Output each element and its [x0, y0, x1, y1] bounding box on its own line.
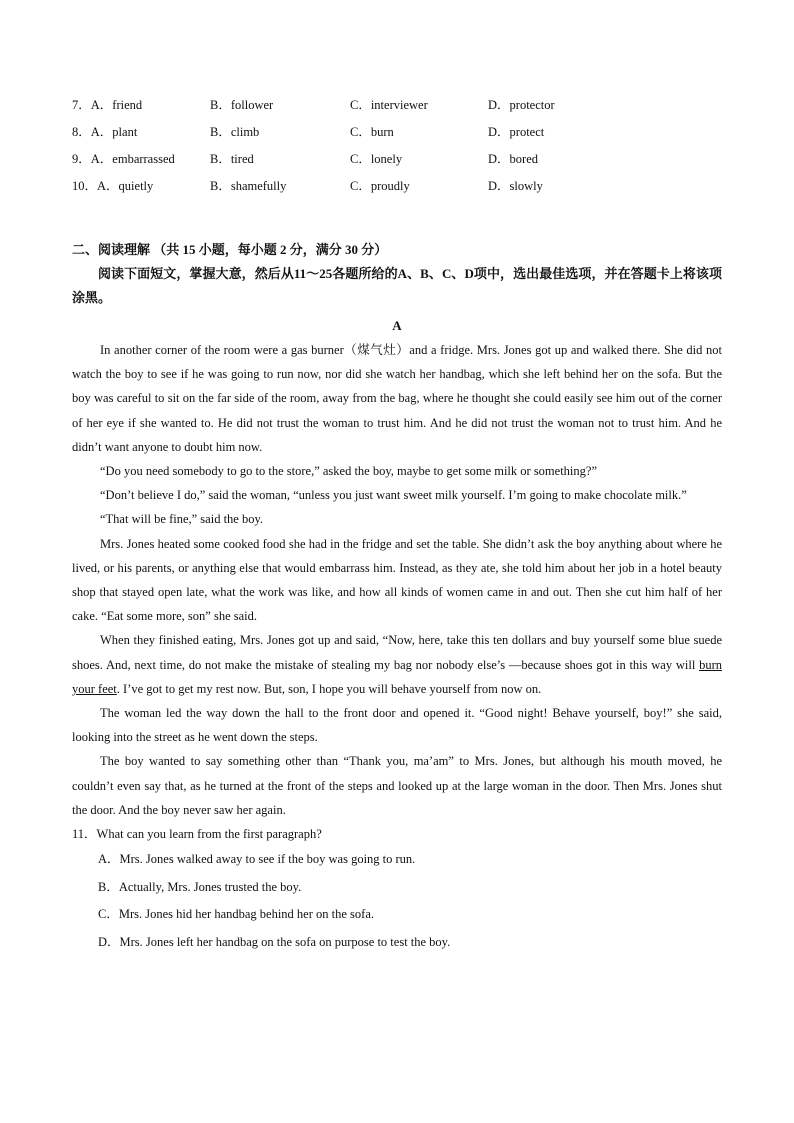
question-11-choice-a: A．Mrs. Jones walked away to see if the boy was going to run.	[98, 852, 416, 867]
paragraph-6-text-after: . I’ve got to get my rest now. But, son, I hope you will behave yourself from now on.	[116, 681, 542, 696]
question-11-stem: 11．What can you learn from the first paragraph?	[72, 827, 322, 842]
option-10-d: D．slowly	[488, 179, 543, 193]
option-7-a: 7．A．friend	[72, 98, 143, 112]
question-11-choice-b: B．Actually, Mrs. Jones trusted the boy.	[98, 879, 302, 894]
underlined-phrase: burn your feet	[72, 657, 722, 696]
passage-paragraph-1: In another corner of the room were a gas burner（煤气灶）and a fridge. Mrs. Jones got up and walked there. She did not watch the boy to see if he was going to run now, nor did she watch her handbag, which she left behind her on the sofa. But the boy was careful to sit on the far side of the room, away from the bag, where he thought she could easily see him out of the corner of her eye if she wanted to. He did not trust the woman to trust him. And he did not trust the woman not to trust him. And he didn’t want anyone to doubt him now.	[72, 343, 722, 454]
option-10-a: 10．A．quietly	[72, 179, 154, 193]
section-instructions: 阅读下面短文，掌握大意，然后从11～25各题所给的A、B、C、D项中，选出最佳选项，并在答题卡上将该项涂黑。	[72, 266, 722, 305]
passage-paragraph-3: “Don’t believe I do,” said the woman, “unless you just want sweet milk yourself. I’m going to make chocolate milk.”	[100, 488, 687, 503]
option-9-b: B．tired	[210, 152, 254, 166]
option-7-d: D．protector	[488, 98, 555, 112]
option-10-b: B．shamefully	[210, 179, 287, 193]
option-7-b: B．follower	[210, 98, 274, 112]
passage-paragraph-5: Mrs. Jones heated some cooked food she had in the fridge and set the table. She didn’t ask the boy anything about where he lived, or his parents, or anything else that would embarrass him. Instead, as they ate, she told him about her job in a hotel beauty shop that stayed open late, what the work was like, and how all kinds of women came in and out. Then she cut him half of her cake. “Eat some more, son” she said.	[72, 536, 722, 624]
option-8-c: C．burn	[350, 125, 394, 139]
section-title: 二、阅读理解 （共 15 小题，每小题 2 分，满分 30 分）	[72, 242, 388, 257]
option-8-b: B．climb	[210, 125, 260, 139]
option-row-7	[72, 92, 722, 119]
option-7-c: C．interviewer	[350, 98, 428, 112]
question-11-choice-d: D．Mrs. Jones left her handbag on the sofa on purpose to test the boy.	[98, 934, 451, 949]
option-row-9	[72, 146, 722, 173]
question-11-choice-c: C．Mrs. Jones hid her handbag behind her on the sofa.	[98, 907, 374, 922]
exam-page	[72, 92, 722, 956]
option-row-10	[72, 173, 722, 200]
option-9-a: 9．A．embarrassed	[72, 152, 175, 166]
vocab-options-table	[72, 92, 722, 200]
option-9-d: D．bored	[488, 152, 538, 166]
option-8-a: 8．A．plant	[72, 125, 138, 139]
passage-paragraph-6	[72, 628, 722, 701]
option-9-c: C．lonely	[350, 152, 403, 166]
passage-paragraph-7: The woman led the way down the hall to the front door and opened it. “Good night! Behave yourself, boy!” she said, looking into the street as he went down the steps.	[72, 706, 722, 745]
option-10-c: C．proudly	[350, 179, 410, 193]
passage-label: A	[392, 318, 402, 333]
passage-paragraph-4: “That will be fine,” said the boy.	[100, 512, 264, 527]
option-8-d: D．protect	[488, 125, 545, 139]
passage-paragraph-2: “Do you need somebody to go to the store,” asked the boy, maybe to get some milk or something?”	[100, 464, 597, 479]
passage-paragraph-8: The boy wanted to say something other than “Thank you, ma’am” to Mrs. Jones, but although his mouth moved, he couldn’t even say that, as he turned at the front of the steps and looked up at the large woman in the door. Then Mrs. Jones shut the door. And the boy never saw her again.	[72, 754, 722, 817]
option-row-8	[72, 119, 722, 146]
paragraph-6-text-before: When they finished eating, Mrs. Jones got up and said, “Now, here, take this ten dollars and buy yourself some blue suede shoes. And, next time, do not make the mistake of stealing my bag nor nobody else’s —because shoes got in this way will	[72, 633, 722, 672]
